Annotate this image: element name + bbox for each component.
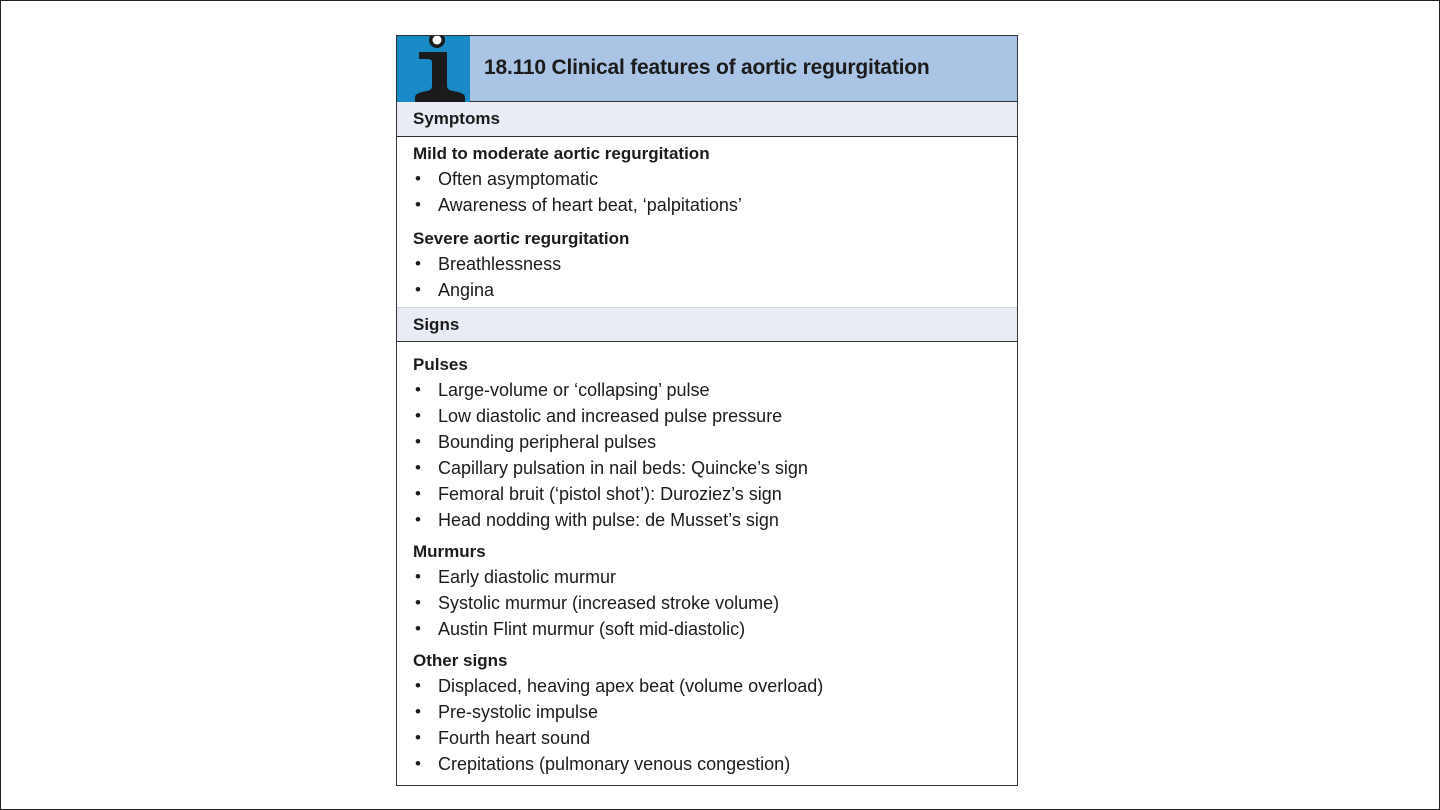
list-item: • Capillary pulsation in nail beds: Quincke’s sign [413, 455, 1007, 481]
group-heading: Pulses [413, 355, 468, 374]
list-item: • Systolic murmur (increased stroke volume) [413, 590, 1007, 616]
list-item: • Head nodding with pulse: de Musset’s sign [413, 507, 1007, 533]
box-title: 18.110 Clinical features of aortic regurgitation [484, 56, 930, 79]
list-item: • Austin Flint murmur (soft mid-diastolic) [413, 616, 1007, 642]
list-item: • Often asymptomatic [413, 166, 1007, 192]
list-item: • Angina [413, 277, 1007, 303]
bullet-list [413, 166, 1007, 218]
list-item: • Low diastolic and increased pulse pressure [413, 403, 1007, 429]
list-item: • Breathlessness [413, 251, 1007, 277]
list-item: • Large-volume or ‘collapsing’ pulse [413, 377, 1007, 403]
symptoms-content [413, 141, 1007, 303]
bullet-list [413, 377, 1007, 533]
list-item: • Bounding peripheral pulses [413, 429, 1007, 455]
info-icon-panel [397, 36, 470, 102]
bullet-list [413, 251, 1007, 303]
group-heading: Other signs [413, 651, 508, 670]
list-item: • Displaced, heaving apex beat (volume overload) [413, 673, 1007, 699]
group-heading: Severe aortic regurgitation [413, 229, 630, 248]
list-item: • Early diastolic murmur [413, 564, 1007, 590]
bullet-list [413, 673, 1007, 777]
list-item: • Fourth heart sound [413, 725, 1007, 751]
signs-content [413, 352, 1007, 777]
group-heading: Murmurs [413, 542, 486, 561]
group-heading: Mild to moderate aortic regurgitation [413, 144, 710, 163]
section-heading-signs: Signs [397, 307, 1017, 342]
list-item: • Crepitations (pulmonary venous congestion) [413, 751, 1007, 777]
list-item: • Femoral bruit (‘pistol shot’): Duroziez’s sign [413, 481, 1007, 507]
bullet-list [413, 564, 1007, 642]
info-box [396, 35, 1018, 786]
list-item: • Pre-systolic impulse [413, 699, 1007, 725]
section-heading-symptoms: Symptoms [397, 102, 1017, 137]
info-icon [397, 36, 470, 102]
list-item: • Awareness of heart beat, ‘palpitations’ [413, 192, 1007, 218]
box-header [397, 36, 1017, 102]
